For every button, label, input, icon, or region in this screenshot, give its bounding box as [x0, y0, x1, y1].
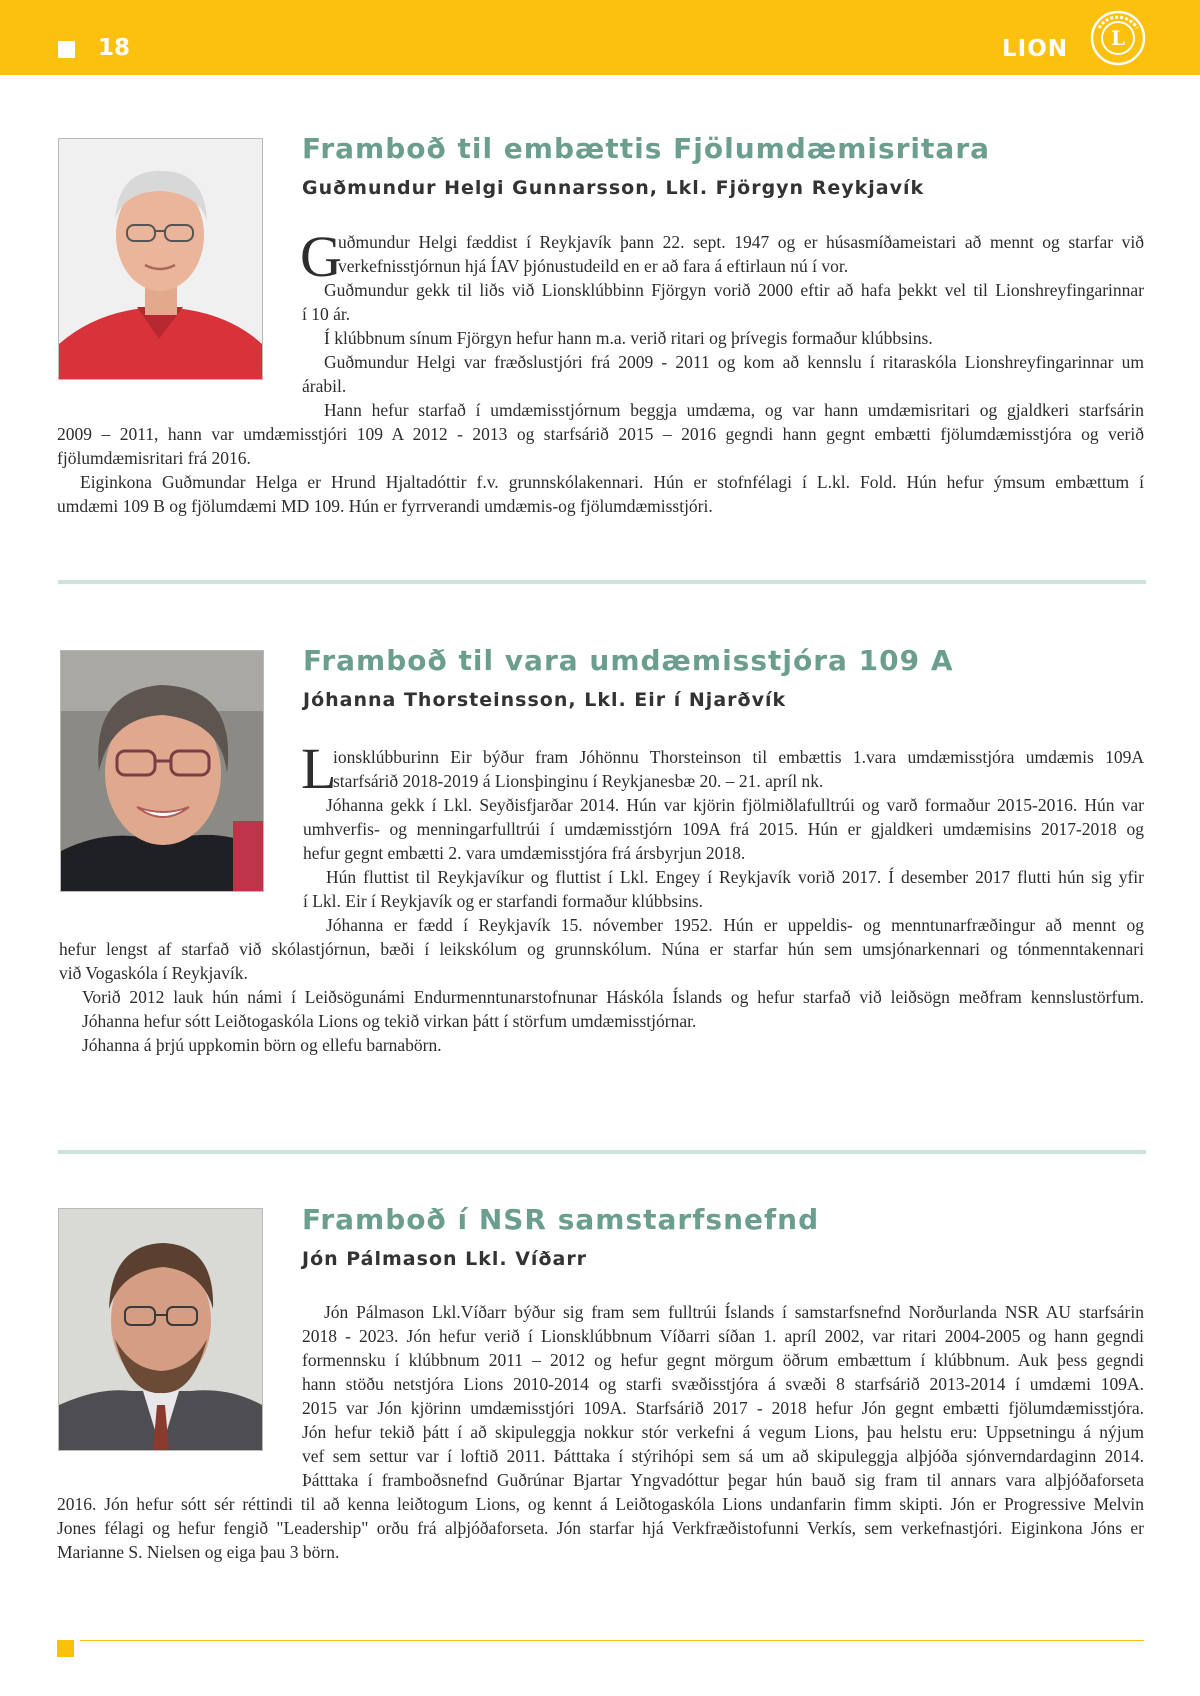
- page-number: 18: [98, 35, 131, 61]
- body-line: umdæmi 109 B og fjölumdæmi MD 109. Hún er fyrrverandi umdæmis-og fjölumdæmisstjóri.: [57, 496, 713, 516]
- body-line: hefur gegnt embætti 2. vara umdæmisstjóra frá ársbyrjun 2018.: [303, 843, 746, 863]
- portrait-gudmundur: [58, 138, 263, 380]
- section-heading: Framboð til vara umdæmisstjóra 109 A: [303, 644, 954, 677]
- body-line: 2016. Jón hefur sótt sér réttindi til að kenna leiðtogum Lions, og kennt á Leiðtogaskóla Lions undanfarin fimm skipti. Jón er Progressive Melvin: [57, 1494, 1144, 1514]
- body-line: verkefnisstjórnun hjá ÍAV þjónustudeild en er að fara á eftirlaun nú í vor.: [338, 256, 849, 276]
- body-line: Þátttaka í framboðsnefnd Guðrúnar Bjartar Yngvadóttur þegar hún bauð sig fram til annars vara alþjóðaforseta: [302, 1470, 1144, 1490]
- body-line: Guðmundur Helgi var fræðslustjóri frá 2009 - 2011 og kom að kennslu í ritaraskóla Lionshreyfingarinnar um: [324, 352, 1144, 372]
- body-line: Eiginkona Guðmundar Helga er Hrund Hjaltadóttir f.v. grunnskólakennari. Hún er stofnfélagi í L.kl. Fold. Hún hefur ýmsum embættum í: [80, 472, 1144, 492]
- section-heading: Framboð í NSR samstarfsnefnd: [302, 1203, 820, 1236]
- portrait-johanna: [60, 650, 264, 892]
- magazine-title: LION: [1002, 36, 1069, 62]
- footer-square: [57, 1640, 74, 1657]
- body-line: Jones félagi og hefur fengið "Leadership" orðu frá alþjóðaforseta. Jón starfar hjá Verkfræðistofunni Verkís, sem verkefnastjóri. Eiginkona Jóns er: [57, 1518, 1144, 1538]
- body-line: vef sem settur var í loftið 2011. Þátttaka í stýrihópi sem sá um að skipuleggja alþjóða sjónverndardaginn 2014.: [302, 1446, 1144, 1466]
- body-line: Vorið 2012 lauk hún námi í Leiðsögunámi Endurmenntunarstofnunar Háskóla Íslands og hefur starfað við leiðsögn meðfram kennslustörfum.: [82, 987, 1144, 1007]
- page-header: [0, 0, 1200, 75]
- body-line: starfsárið 2018-2019 á Lionsþinginu í Reykjanesbæ 20. – 21. apríl nk.: [333, 771, 824, 791]
- section-subheading: Jóhanna Thorsteinsson, Lkl. Eir í Njarðvík: [303, 689, 787, 711]
- body-line: í Lkl. Eir í Reykjavík og er starfandi formaður klúbbsins.: [303, 891, 703, 911]
- body-line: Jóhanna er fædd í Reykjavík 15. nóvember 1952. Hún er uppeldis- og menntunarfræðingur að mennt og: [326, 915, 1144, 935]
- body-line: uðmundur Helgi fæddist í Reykjavík þann 22. sept. 1947 og er húsasmíðameistari að mennt og starfar við: [338, 232, 1144, 252]
- body-line: Guðmundur gekk til liðs við Lionsklúbbinn Fjörgyn vorið 2000 eftir að hafa þekkt vel til Lionshreyfingarinnar: [324, 280, 1144, 300]
- section-subheading: Jón Pálmason Lkl. Víðarr: [302, 1248, 588, 1270]
- body-line: Jóhanna á þrjú uppkomin börn og ellefu barnabörn.: [82, 1035, 442, 1055]
- section-divider: [58, 1150, 1146, 1154]
- section-subheading: Guðmundur Helgi Gunnarsson, Lkl. Fjörgyn Reykjavík: [302, 177, 925, 199]
- drop-cap: L: [301, 736, 337, 801]
- body-line: Jóhanna gekk í Lkl. Seyðisfjarðar 2014. Hún var kjörin fjölmiðlafulltrúi og varð formaður 2015-2016. Hún var: [326, 795, 1144, 815]
- body-line: Jón hefur tekið þátt í að skipuleggja nokkur stór verkefni á vegum Lions, þau helstu eru: Uppsetningu á nýjum: [302, 1422, 1144, 1442]
- body-line: við Vogaskóla í Reykjavík.: [59, 963, 248, 983]
- body-line: 2009 – 2011, hann var umdæmisstjóri 109 A 2012 - 2013 og starfsárið 2015 – 2016 gegndi hann gegnt embætti fjölumdæmisstjóra og verið: [57, 424, 1144, 444]
- body-line: Hún fluttist til Reykjavíkur og fluttist í Lkl. Engey í Reykjavík vorið 2017. Í desember 2017 flutti hún sig yfir: [326, 867, 1144, 887]
- drop-cap: G: [300, 224, 342, 289]
- lions-logo-icon: [1090, 10, 1146, 66]
- body-line: Í klúbbnum sínum Fjörgyn hefur hann m.a. verið ritari og þrívegis formaður klúbbsins.: [324, 328, 933, 348]
- body-line: umhverfis- og menningarfulltrúi í umdæmisstjórn 109A frá 2015. Hún er gjaldkeri umdæmisins 2017-2018 og: [303, 819, 1144, 839]
- body-line: hefur lengst af starfað við skólastjórnun, bæði í leikskólum og grunnskólum. Núna er starfar hún sem umsjónarkennari og tónmenntakennari: [59, 939, 1144, 959]
- footer-rule: [80, 1640, 1144, 1641]
- body-line: Jóhanna hefur sótt Leiðtogaskóla Lions og tekið virkan þátt í störfum umdæmisstjórnar.: [82, 1011, 697, 1031]
- body-line: Jón Pálmason Lkl.Víðarr býður sig fram sem fulltrúi Íslands í samstarfsnefnd Norðurlanda NSR AU starfsárin: [324, 1302, 1144, 1322]
- body-line: fjölumdæmisritari frá 2016.: [57, 448, 251, 468]
- body-line: 2015 var Jón kjörinn umdæmisstjóri 109A. Starfsárið 2017 - 2018 hefur Jón gegnt embætti fjölumdæmisstjóra.: [302, 1398, 1144, 1418]
- body-line: 2018 - 2023. Jón hefur verið í Lionsklúbbnum Víðarri síðan 1. apríl 2002, var ritari 2004-2005 og hann gegndi: [302, 1326, 1144, 1346]
- body-line: árabil.: [302, 376, 347, 396]
- header-square: [58, 41, 75, 58]
- body-line: hann stöðu netstjóra Lions 2010-2014 og starfi svæðisstjóra á svæði 8 starfsárið 2013-2014 í umdæmi 109A.: [302, 1374, 1144, 1394]
- body-line: Marianne S. Nielsen og eiga þau 3 börn.: [57, 1542, 340, 1562]
- body-line: ionsklúbburinn Eir býður fram Jóhönnu Thorsteinson til embættis 1.vara umdæmisstjóra umdæmis 109A: [333, 747, 1144, 767]
- body-line: formennsku í klúbbnum 2011 – 2012 og hefur gegnt mörgum öðrum embættum í klúbbnum. Auk þess gegndi: [302, 1350, 1144, 1370]
- portrait-jon: [58, 1208, 263, 1451]
- section-divider: [58, 580, 1146, 584]
- svg-text:L: L: [1110, 26, 1126, 50]
- section-heading: Framboð til embættis Fjölumdæmisritara: [302, 132, 991, 165]
- body-line: í 10 ár.: [302, 304, 351, 324]
- body-line: Hann hefur starfað í umdæmisstjórnum beggja umdæma, og var hann umdæmisritari og gjaldkeri starfsárin: [324, 400, 1144, 420]
